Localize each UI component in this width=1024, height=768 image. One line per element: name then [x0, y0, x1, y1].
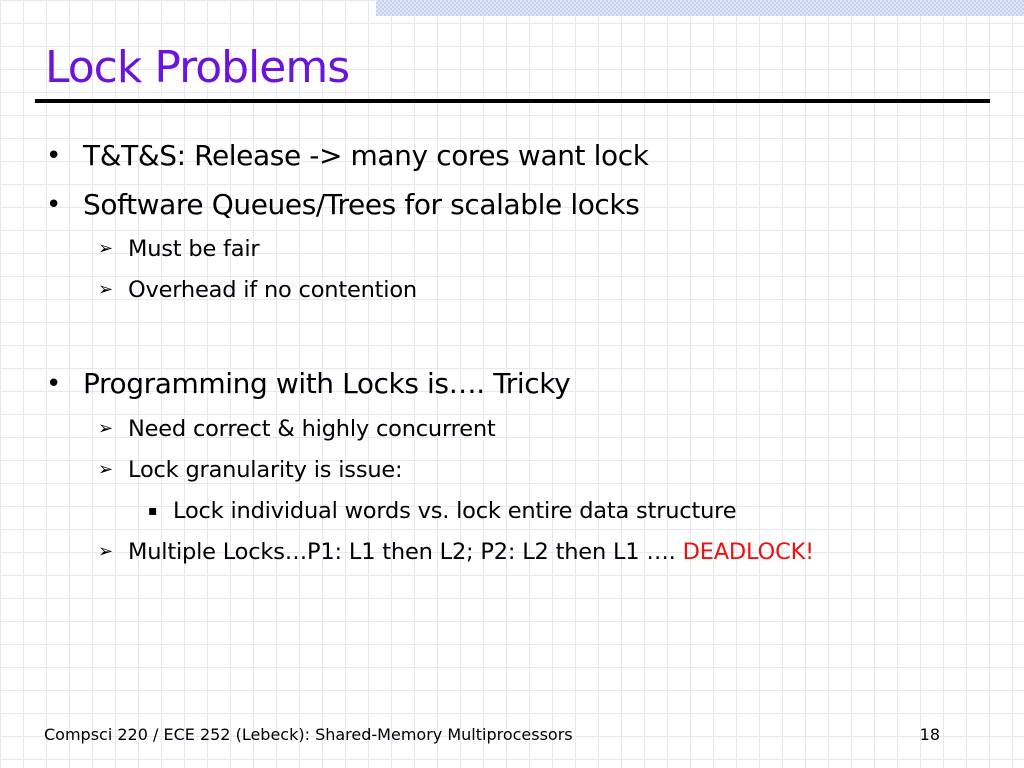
- bullet-text: Software Queues/Trees for scalable locks: [83, 188, 640, 221]
- arrowhead-icon: ➢: [98, 279, 114, 300]
- bullet-dot-icon: •: [46, 369, 62, 399]
- sub-bullet-text: Lock granularity is issue:: [128, 457, 403, 483]
- footer-course-label: Compsci 220 / ECE 252 (Lebeck): Shared-Memory Multiprocessors: [44, 725, 573, 744]
- square-bullet-icon: ▪: [148, 503, 158, 519]
- bullet-dot-icon: •: [46, 190, 62, 220]
- sub-bullet-text: [128, 537, 814, 567]
- deadlock-scenario-text: Multiple Locks…P1: L1 then L2; P2: L2 then L1 ….: [128, 539, 676, 565]
- bullet-text: Programming with Locks is…. Tricky: [83, 367, 571, 400]
- arrowhead-icon: ➢: [98, 418, 114, 439]
- sub-sub-bullet-text: Lock individual words vs. lock entire data structure: [173, 498, 737, 524]
- slide-number: 18: [919, 725, 940, 744]
- arrowhead-icon: ➢: [98, 541, 114, 562]
- bullet-text: T&T&S: Release -> many cores want lock: [83, 139, 649, 172]
- sub-bullet-text: Overhead if no contention: [128, 277, 417, 303]
- arrowhead-icon: ➢: [98, 238, 114, 259]
- bullet-dot-icon: •: [46, 141, 62, 171]
- arrowhead-icon: ➢: [98, 459, 114, 480]
- slide-title: Lock Problems: [45, 42, 350, 93]
- sub-bullet-text: Need correct & highly concurrent: [128, 416, 496, 442]
- deadlock-highlight: DEADLOCK!: [682, 539, 814, 565]
- sub-bullet-text: Must be fair: [128, 236, 260, 262]
